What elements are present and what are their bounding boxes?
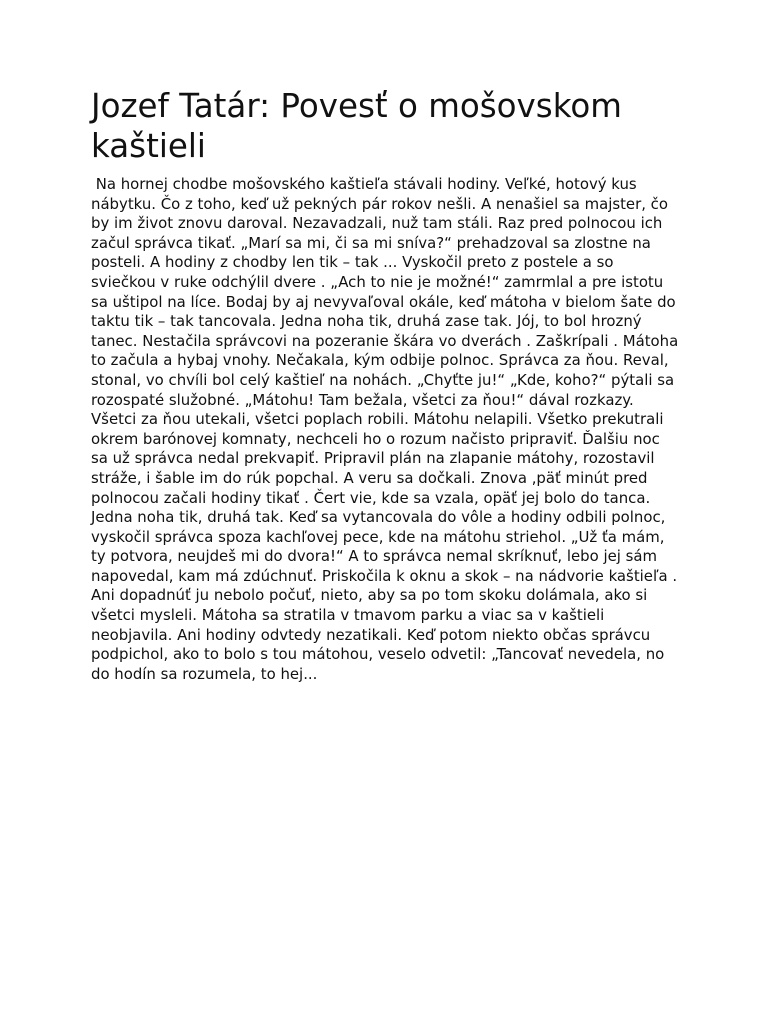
document-title: Jozef Tatár: Povesť o mošovskom kaštieli: [91, 87, 622, 165]
document-body-text: Na hornej chodbe mošovského kaštieľa stávali hodiny. Veľké, hotový kus nábytku. Čo z toho, keď už pekných pár rokov nešli. A nenašiel sa majster, čo by im život znovu daroval. Nezavadzali, nuž tam stáli. Raz pred polnocou ich začul správca tikať. „Marí sa mi, či sa mi sníva?“ prehadzoval sa zlostne na posteli. A hodiny z chodby len tik – tak ... Vyskočil preto z postele a so sviečkou v ruke odchýlil dvere . „Ach to nie je možné!“ zamrmlal a pre istotu sa uštipol na líce. Bodaj by aj nevyvaľoval okále, keď mátoha v bielom šate do taktu tik – tak tancovala. Jedna noha tik, druhá zase tak. Jój, to bol hrozný tanec. Nestačila správcovi na pozeranie škára vo dverách . Zaškrípali . Mátoha to začula a hybaj vnohy. Nečakala, kým odbije polnoc. Správca za ňou. Reval, stonal, vo chvíli bol celý kaštieľ na nohách. „Chyťte ju!“ „Kde, koho?“ pýtali sa rozospaté služobné. „Mátohu! Tam bežala, všetci za ňou!“ dával rozkazy. Všetci za ňou utekali, všetci poplach robili. Mátohu nelapili. Všetko prekutrali okrem barónovej komnaty, nechceli ho o rozum načisto pripraviť. Ďalšiu noc sa už správca nedal prekvapiť. Pripravil plán na zlapanie mátohy, rozostavil stráže, i šable im do rúk popchal. A veru sa dočkali. Znova ‚päť minút pred polnocou začali hodiny tikať . Čert vie, kde sa vzala, opäť jej bolo do tanca. Jedna noha tik, druhá tak. Keď sa vytancovala do vôle a hodiny odbili polnoc, vyskočil správca spoza kachľovej pece, kde na mátohu striehol. „Už ťa mám, ty potvora, neujdeš mi do dvora!“ A to správca nemal skríknuť, lebo jej sám napovedal, kam má zdúchnuť. Priskočila k oknu a skok – na nádvorie kaštieľa . Ani dopadnúť ju nebolo počuť, nieto, aby sa po tom skoku dolámala, ako si všetci mysleli. Mátoha sa stratila v tmavom parku a viac sa v kaštieli neobjavila. Ani hodiny odvtedy nezatikali. Keď potom niekto občas správcu podpichol, ako to bolo s tou mátohou, veselo odvetil: „Tancovať nevedela, no do hodín sa rozumela, to hej...: [91, 175, 683, 683]
document-page: [91, 86, 681, 684]
